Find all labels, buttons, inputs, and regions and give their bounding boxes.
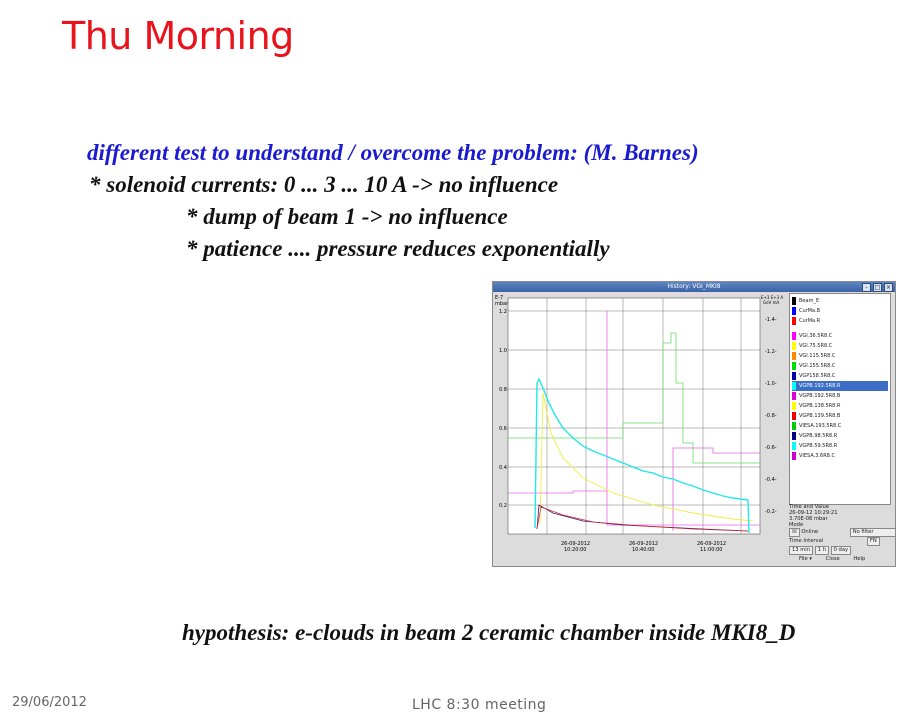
swatch-icon — [792, 452, 796, 460]
legend-item[interactable]: VGPB.138.5R8.R — [792, 401, 888, 411]
filter-select[interactable]: No filter — [850, 528, 896, 537]
intro-line: different test to understand / overcome the problem: (M. Barnes) — [87, 140, 699, 165]
swatch-icon — [792, 432, 796, 440]
legend-item[interactable]: VGPB.59.5R8.R — [792, 441, 888, 451]
right-tick-label: -0.2- — [765, 509, 777, 515]
y-tick-label: 1.0 — [499, 348, 507, 354]
file-menu[interactable]: File ▾ — [799, 556, 812, 562]
right-tick-label: -0.4- — [765, 477, 777, 483]
right-tick-label: -1.4- — [765, 317, 777, 323]
swatch-icon — [792, 317, 796, 325]
swatch-icon — [792, 297, 796, 305]
legend-item[interactable]: VIESA.193.5R8.C — [792, 421, 888, 431]
legend-item[interactable]: VGI.75.5R8.C — [792, 341, 888, 351]
right-tick-label: -1.0- — [765, 381, 777, 387]
close-icon[interactable]: × — [885, 284, 892, 291]
history-window — [492, 281, 896, 567]
time-value-label: Time and Value — [789, 504, 829, 510]
y-unit: mbar — [495, 301, 509, 307]
online-label: Online — [801, 529, 819, 535]
minimize-icon[interactable]: - — [862, 283, 871, 292]
swatch-icon — [792, 342, 796, 350]
interval-days-input[interactable]: 0 day — [831, 546, 852, 555]
control-panel — [789, 504, 893, 564]
legend-item[interactable]: VGPB.98.5R8.R — [792, 431, 888, 441]
legend-item[interactable]: VIESA.3.6R8.C — [792, 451, 888, 461]
swatch-icon — [792, 352, 796, 360]
legend-item[interactable]: VGPB.139.5R8.B — [792, 411, 888, 421]
legend-item[interactable]: VGI.155.5R8.C — [792, 361, 888, 371]
y-tick-label: 0.2 — [499, 503, 507, 509]
legend-item[interactable]: VGI.36.5R8.C — [792, 331, 888, 341]
slide-title: Thu Morning — [62, 14, 294, 58]
x-tick-date: 26-09-2012 — [561, 541, 591, 547]
y-tick-label: 0.8 — [499, 387, 507, 393]
y-tick-label: 0.4 — [499, 465, 507, 471]
legend-item[interactable]: VGI.115.5R8.C — [792, 351, 888, 361]
legend-item[interactable]: CurMa.R — [792, 316, 888, 326]
swatch-icon — [792, 307, 796, 315]
right-tick-label: -0.6- — [765, 445, 777, 451]
right-axis-unit: E+3 E+3 A — [761, 295, 784, 300]
bullet-solenoid: * solenoid currents: 0 ... 3 ... 10 A -> no influence — [89, 172, 559, 197]
legend-list[interactable] — [789, 293, 891, 505]
legend-item[interactable]: VGP158.5R8.C — [792, 371, 888, 381]
interval-hours-input[interactable]: 1 h — [815, 546, 829, 555]
swatch-icon — [792, 412, 796, 420]
time-value-time: 26-09-12 10:29:21 — [789, 510, 838, 516]
hypothesis-line: hypothesis: e-clouds in beam 2 ceramic chamber inside MKI8_D — [182, 620, 796, 645]
time-value-value: 3.70E-08 mbar — [789, 516, 828, 522]
right-tick-label: -1.2- — [765, 349, 777, 355]
close-button[interactable]: Close — [825, 556, 840, 562]
bullet-dump: * dump of beam 1 -> no influence — [186, 204, 508, 229]
swatch-icon — [792, 362, 796, 370]
legend-item[interactable]: Beam_E — [792, 296, 888, 306]
interval-minutes-input[interactable]: 13 min — [789, 546, 813, 555]
x-tick-date: 26-09-2012 — [629, 541, 659, 547]
swatch-icon — [792, 332, 796, 340]
y-unit-top: E-7 — [495, 295, 504, 301]
x-tick-date: 26-09-2012 — [697, 541, 727, 547]
right-axis-sub: GeV mA — [763, 300, 780, 305]
x-tick-time: 10:40:00 — [632, 547, 655, 553]
swatch-icon — [792, 392, 796, 400]
legend-item-selected[interactable]: VGPB.192.5R8.R — [792, 381, 888, 391]
legend-item[interactable]: CurMa.B — [792, 306, 888, 316]
maximize-icon[interactable]: □ — [874, 284, 881, 291]
legend-item[interactable]: VGPB.192.5R8.B — [792, 391, 888, 401]
y-tick-label: 1.2 — [499, 309, 507, 315]
footer-meeting: LHC 8:30 meeting — [412, 697, 547, 713]
x-tick-time: 10:20:00 — [564, 547, 587, 553]
y-tick-label: 0.6 — [499, 426, 507, 432]
plot-area — [508, 298, 760, 534]
x-tick-time: 11:00:00 — [700, 547, 723, 553]
mode-label: Mode — [789, 522, 804, 528]
swatch-icon — [792, 402, 796, 410]
pressure-history-plot — [493, 293, 785, 555]
fn-button[interactable]: FN — [867, 537, 880, 546]
right-tick-label: -0.8- — [765, 413, 777, 419]
swatch-icon — [792, 382, 796, 390]
swatch-icon — [792, 372, 796, 380]
help-button[interactable]: Help — [853, 556, 866, 562]
online-checkbox[interactable]: ☒ — [789, 528, 800, 537]
interval-label: Time Interval — [789, 538, 824, 544]
swatch-icon — [792, 442, 796, 450]
footer-date: 29/06/2012 — [12, 695, 87, 710]
window-titlebar — [493, 282, 895, 292]
window-title: History: VGI_MKI8 — [667, 283, 721, 290]
swatch-icon — [792, 422, 796, 430]
bullet-patience: * patience .... pressure reduces exponentially — [186, 236, 610, 261]
